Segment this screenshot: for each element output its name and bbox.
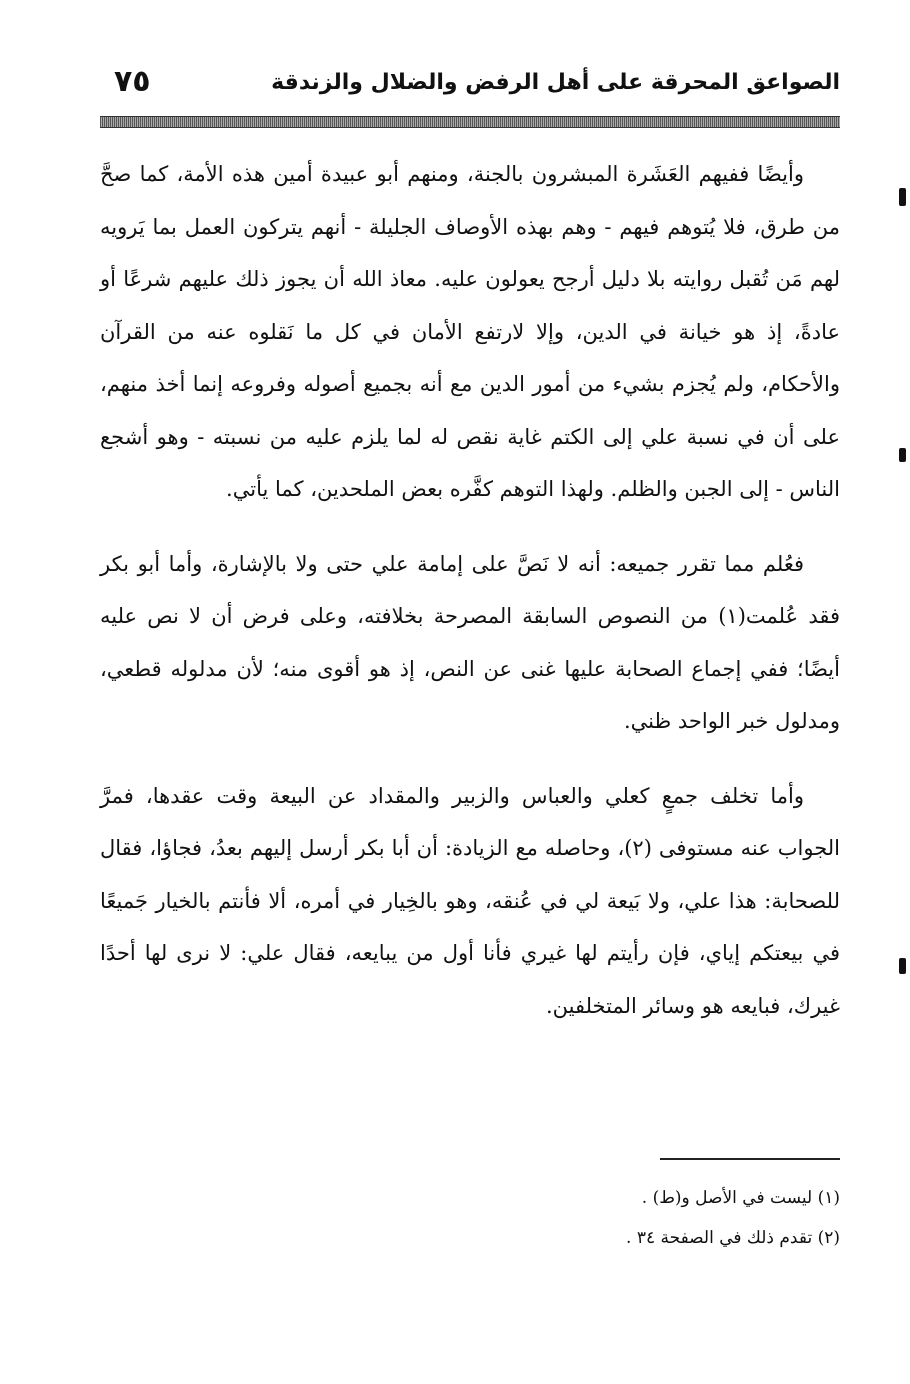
body-text <box>100 148 840 1054</box>
page-number: ٧٥ <box>114 64 151 99</box>
paragraph-1: وأيضًا ففيهم العَشَرة المبشرون بالجنة، ومنهم أبو عبيدة أمين هذه الأمة، كما صحَّ من طرق، فلا يُتوهم فيهم - وهم بهذه الأوصاف الجليلة - أنهم يتركون العمل بما يَرويه لهم مَن تُقبل روايته بلا دليل أرجح يعولون عليه. معاذ الله أن يجوز ذلك عليهم شرعًا أو عادةً، إذ هو خيانة في الدين، وإلا لارتفع الأمان في كل ما نَقلوه عنه من القرآن والأحكام، ولم يُجزم بشيء من أمور الدين مع أنه بجميع أصوله وفروعه إنما أخذ منهم، على أن في نسبة علي إلى الكتم غاية نقص له لما يلزم عليه من نسبته - وهو أشجع الناس - إلى الجبن والظلم. ولهذا التوهم كفَّره بعض الملحدين، كما يأتي. <box>100 162 840 501</box>
margin-scan-mark <box>899 958 906 974</box>
running-header <box>100 62 840 112</box>
running-title: الصواعق المحرقة على أهل الرفض والضلال والزندقة <box>271 70 840 95</box>
header-rule <box>100 116 840 128</box>
paragraph-3: وأما تخلف جمعٍ كعلي والعباس والزبير والمقداد عن البيعة وقت عقدها، فمرَّ الجواب عنه مستوفى (٢)، وحاصله مع الزيادة: أن أبا بكر أرسل إليهم بعدُ، فجاؤا، فقال للصحابة: هذا علي، ولا بَيعة لي في عُنقه، وهو بالخِيار في أمره، ألا فأنتم بالخيار جَميعًا في بيعتكم إياي، فإن رأيتم لها غيري فأنا أول من يبايعه، فقال علي: لا نرى لها أحدًا غيرك، فبايعه هو وسائر المتخلفين. <box>100 783 840 1018</box>
margin-scan-mark <box>899 188 906 206</box>
margin-scan-mark <box>899 448 906 462</box>
footnote-1: (١) ليست في الأصل و(ط) . <box>641 1188 840 1208</box>
paragraph-2: فعُلم مما تقرر جميعه: أنه لا نَصَّ على إمامة علي حتى ولا بالإشارة، وأما أبو بكر فقد عُلمت(١) من النصوص السابقة المصرحة بخلافته، وعلى فرض أن لا نص عليه أيضًا؛ ففي إجماع الصحابة عليها غنى عن النص، إذ هو أقوى منه؛ لأن مدلوله قطعي، ومدلول خبر الواحد ظني. <box>100 551 840 733</box>
footnote-2: (٢) تقدم ذلك في الصفحة ٣٤ . <box>626 1228 840 1248</box>
footnotes <box>100 1178 840 1258</box>
footnote-separator <box>660 1158 840 1160</box>
